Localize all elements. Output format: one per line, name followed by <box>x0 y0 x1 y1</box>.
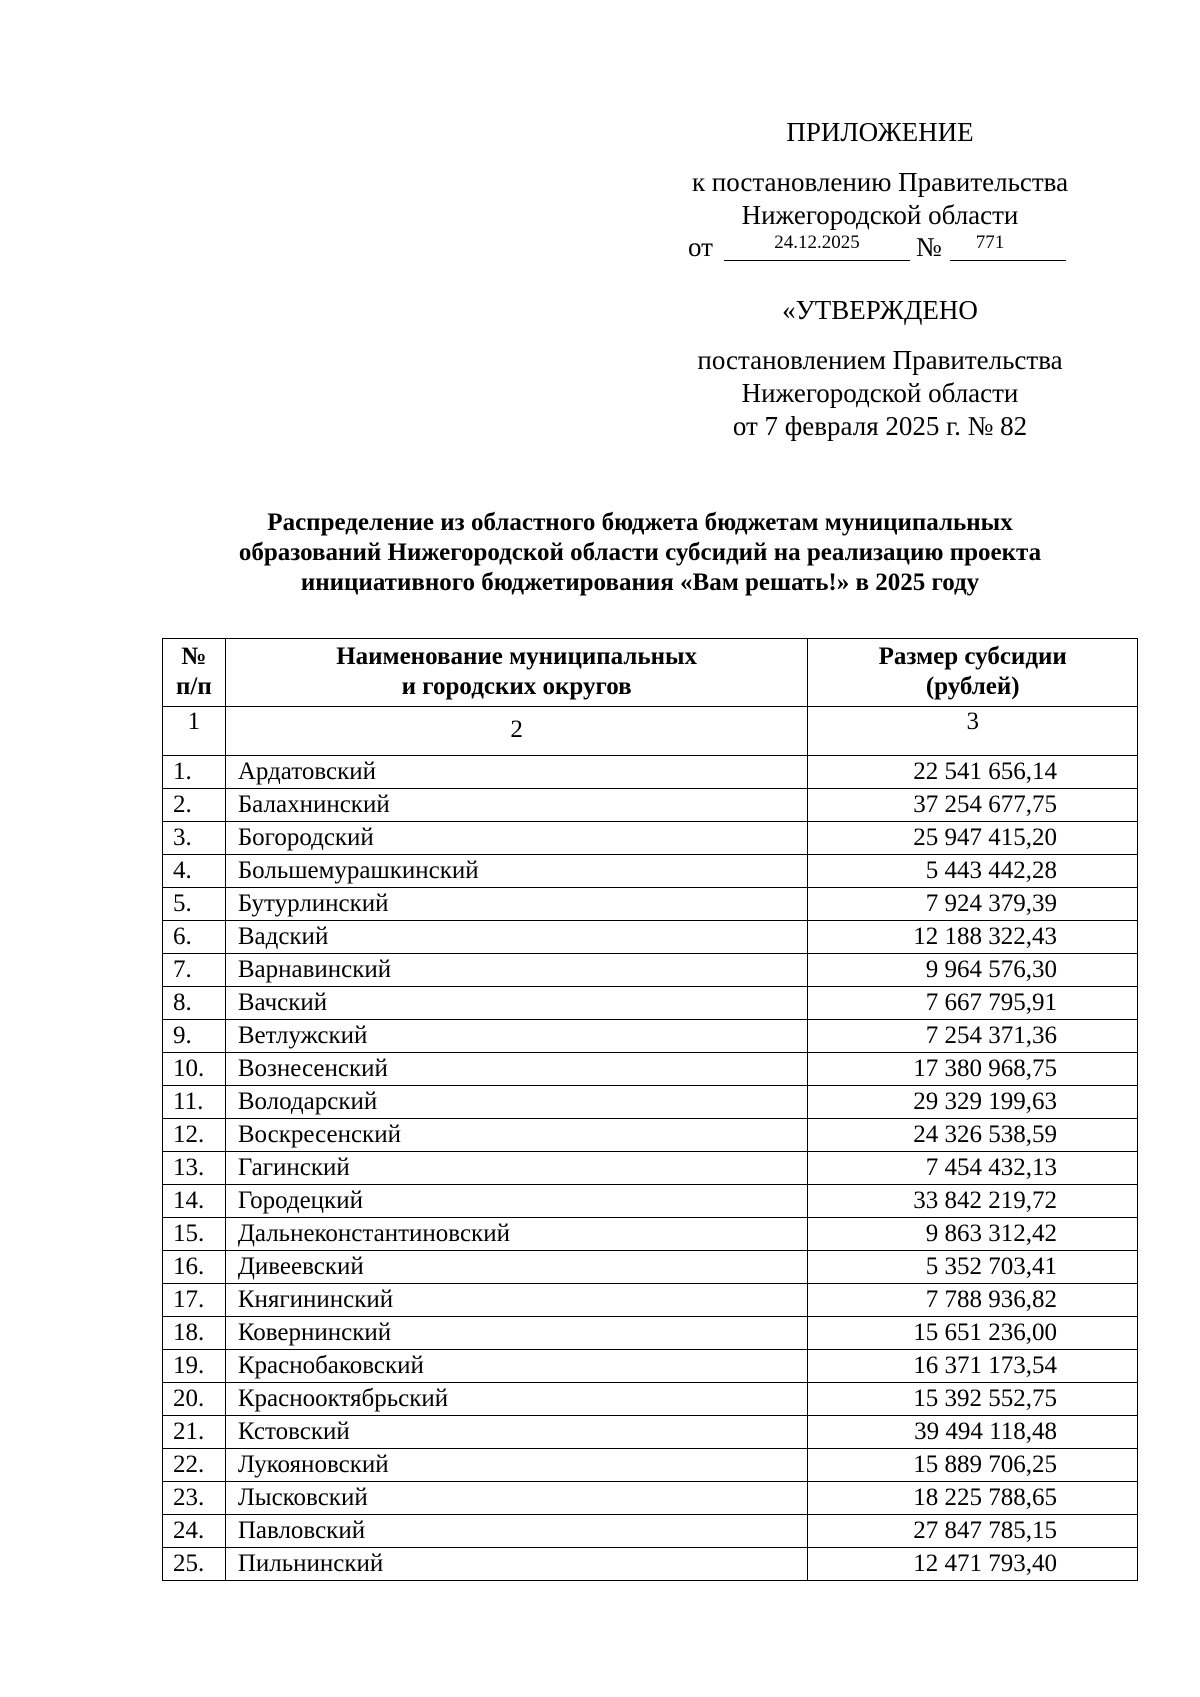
header-name-line-1: Наименование муниципальных <box>336 643 698 670</box>
table-row <box>163 1317 1138 1350</box>
row-number: 21. <box>163 1416 226 1449</box>
subsidy-amount: 7 788 936,82 <box>808 1284 1138 1317</box>
subsidy-amount: 9 863 312,42 <box>808 1218 1138 1251</box>
number-sign: № <box>916 232 942 262</box>
decree-date: 24.12.2025 <box>774 232 860 253</box>
municipality-name: Княгининский <box>225 1284 808 1317</box>
municipality-name: Вачский <box>225 987 808 1020</box>
municipality-name: Володарский <box>225 1086 808 1119</box>
decree-number: 771 <box>975 232 1005 253</box>
municipality-name: Краснооктябрьский <box>225 1383 808 1416</box>
row-number: 19. <box>163 1350 226 1383</box>
approved-line-3: от 7 февраля 2025 г. № 82 <box>732 411 1028 441</box>
document-title-line-3: инициативного бюджетирования «Вам решать!» в 2025 году <box>300 569 980 596</box>
row-number: 4. <box>163 855 226 888</box>
table-row <box>163 888 1138 921</box>
column-index-1: 1 <box>163 707 226 756</box>
municipality-name: Ковернинский <box>225 1317 808 1350</box>
municipality-name: Ветлужский <box>225 1020 808 1053</box>
subsidy-amount: 15 889 706,25 <box>808 1449 1138 1482</box>
municipality-name: Богородский <box>225 822 808 855</box>
subsidy-amount: 18 225 788,65 <box>808 1482 1138 1515</box>
subsidy-amount: 12 188 322,43 <box>808 921 1138 954</box>
subsidy-amount: 15 392 552,75 <box>808 1383 1138 1416</box>
subsidy-amount: 5 352 703,41 <box>808 1251 1138 1284</box>
column-index-row <box>163 707 1138 756</box>
table-row <box>163 1383 1138 1416</box>
table-row <box>163 1350 1138 1383</box>
subsidy-amount: 16 371 173,54 <box>808 1350 1138 1383</box>
municipality-name: Большемурашкинский <box>225 855 808 888</box>
table-row <box>163 954 1138 987</box>
subsidy-amount: 5 443 442,28 <box>808 855 1138 888</box>
row-number: 9. <box>163 1020 226 1053</box>
row-number: 25. <box>163 1548 226 1581</box>
date-underline <box>724 260 910 261</box>
appendix-title: ПРИЛОЖЕНИЕ <box>786 117 974 147</box>
subsidy-amount: 7 454 432,13 <box>808 1152 1138 1185</box>
table-row <box>163 1119 1138 1152</box>
document-title-line-2: образований Нижегородской области субсидий на реализацию проекта <box>238 539 1042 566</box>
table-row <box>163 1086 1138 1119</box>
municipality-name: Краснобаковский <box>225 1350 808 1383</box>
subsidy-amount: 12 471 793,40 <box>808 1548 1138 1581</box>
table-row <box>163 1251 1138 1284</box>
header-amount <box>808 639 1138 707</box>
header-number-line-1: № <box>181 643 207 670</box>
subsidy-amount: 7 924 379,39 <box>808 888 1138 921</box>
municipality-name: Вознесенский <box>225 1053 808 1086</box>
header-amount-line-2: (рублей) <box>925 673 1020 700</box>
header-number <box>163 639 226 707</box>
subsidy-amount: 22 541 656,14 <box>808 756 1138 789</box>
subsidy-amount: 24 326 538,59 <box>808 1119 1138 1152</box>
row-number: 8. <box>163 987 226 1020</box>
municipality-name: Пильнинский <box>225 1548 808 1581</box>
appendix-line-1: к постановлению Правительства <box>691 167 1069 197</box>
table-row <box>163 822 1138 855</box>
row-number: 24. <box>163 1515 226 1548</box>
row-number: 23. <box>163 1482 226 1515</box>
column-index-2: 2 <box>225 707 808 756</box>
row-number: 7. <box>163 954 226 987</box>
subsidy-amount: 27 847 785,15 <box>808 1515 1138 1548</box>
column-index-3: 3 <box>808 707 1138 756</box>
table-row <box>163 1515 1138 1548</box>
municipality-name: Павловский <box>225 1515 808 1548</box>
row-number: 3. <box>163 822 226 855</box>
header-name <box>225 639 808 707</box>
subsidy-amount: 7 254 371,36 <box>808 1020 1138 1053</box>
table-row <box>163 1416 1138 1449</box>
row-number: 16. <box>163 1251 226 1284</box>
row-number: 18. <box>163 1317 226 1350</box>
row-number: 5. <box>163 888 226 921</box>
row-number: 20. <box>163 1383 226 1416</box>
municipality-name: Дивеевский <box>225 1251 808 1284</box>
table-row <box>163 1053 1138 1086</box>
municipality-name: Городецкий <box>225 1185 808 1218</box>
header-name-line-2: и городских округов <box>401 673 632 700</box>
number-underline <box>950 260 1066 261</box>
municipality-name: Ардатовский <box>225 756 808 789</box>
table-row <box>163 756 1138 789</box>
subsidy-amount: 37 254 677,75 <box>808 789 1138 822</box>
subsidy-amount: 15 651 236,00 <box>808 1317 1138 1350</box>
subsidy-amount: 9 964 576,30 <box>808 954 1138 987</box>
table-row <box>163 1482 1138 1515</box>
row-number: 2. <box>163 789 226 822</box>
appendix-line-2: Нижегородской области <box>741 200 1019 230</box>
table-row <box>163 1152 1138 1185</box>
header-number-line-2: п/п <box>176 673 212 700</box>
appendix-reference-line <box>688 224 1088 264</box>
row-number: 1. <box>163 756 226 789</box>
table-row <box>163 789 1138 822</box>
table-row <box>163 1284 1138 1317</box>
row-number: 17. <box>163 1284 226 1317</box>
municipality-name: Гагинский <box>225 1152 808 1185</box>
municipality-name: Воскресенский <box>225 1119 808 1152</box>
table-row <box>163 921 1138 954</box>
row-number: 12. <box>163 1119 226 1152</box>
row-number: 6. <box>163 921 226 954</box>
subsidy-amount: 29 329 199,63 <box>808 1086 1138 1119</box>
approved-line-2: Нижегородской области <box>741 378 1019 408</box>
municipality-name: Кстовский <box>225 1416 808 1449</box>
municipality-name: Балахнинский <box>225 789 808 822</box>
table-body <box>163 756 1138 1581</box>
document-title-line-1: Распределение из областного бюджета бюджетам муниципальных <box>267 509 1013 536</box>
approved-title: «УТВЕРЖДЕНО <box>782 295 978 325</box>
table-row <box>163 1020 1138 1053</box>
table-row <box>163 1548 1138 1581</box>
table-row <box>163 1449 1138 1482</box>
municipality-name: Бутурлинский <box>225 888 808 921</box>
subsidy-amount: 39 494 118,48 <box>808 1416 1138 1449</box>
subsidy-amount: 17 380 968,75 <box>808 1053 1138 1086</box>
municipality-name: Варнавинский <box>225 954 808 987</box>
table-row <box>163 1218 1138 1251</box>
row-number: 14. <box>163 1185 226 1218</box>
subsidies-table <box>162 638 1138 1581</box>
table-row <box>163 987 1138 1020</box>
subsidy-amount: 25 947 415,20 <box>808 822 1138 855</box>
municipality-name: Лысковский <box>225 1482 808 1515</box>
municipality-name: Дальнеконстантиновский <box>225 1218 808 1251</box>
row-number: 10. <box>163 1053 226 1086</box>
document-title <box>160 508 1120 598</box>
row-number: 22. <box>163 1449 226 1482</box>
municipality-name: Лукояновский <box>225 1449 808 1482</box>
row-number: 11. <box>163 1086 226 1119</box>
row-number: 13. <box>163 1152 226 1185</box>
approved-line-1: постановлением Правительства <box>697 345 1063 375</box>
table-row <box>163 1185 1138 1218</box>
subsidy-amount: 7 667 795,91 <box>808 987 1138 1020</box>
subsidy-amount: 33 842 219,72 <box>808 1185 1138 1218</box>
row-number: 15. <box>163 1218 226 1251</box>
table-header-row <box>163 639 1138 707</box>
header-amount-line-1: Размер субсидии <box>878 643 1067 670</box>
from-word: от <box>688 232 713 262</box>
table-row <box>163 855 1138 888</box>
municipality-name: Вадский <box>225 921 808 954</box>
